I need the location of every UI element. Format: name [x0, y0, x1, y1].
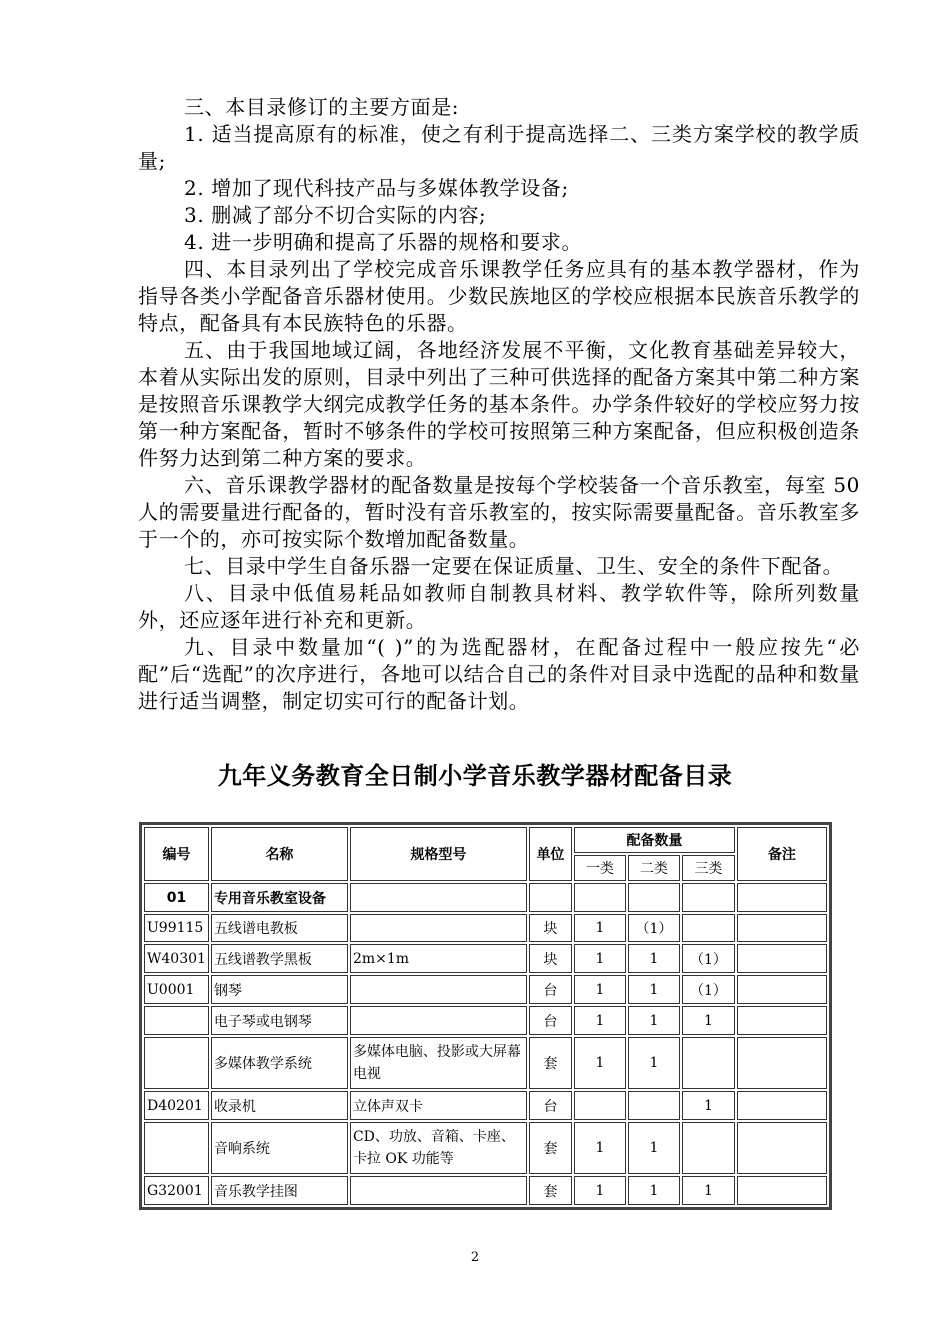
cell-class3: 1	[682, 1091, 735, 1120]
header-quantity: 配备数量	[574, 827, 735, 853]
body-text	[138, 94, 860, 715]
cell-class3: （1）	[682, 944, 735, 973]
cell-unit: 台	[529, 975, 572, 1004]
paragraph: 4. 进一步明确和提高了乐器的规格和要求。	[184, 230, 583, 254]
cell-class2: 1	[628, 975, 680, 1004]
cell-name: 音乐教学挂图	[211, 1176, 348, 1205]
section-row	[144, 883, 827, 912]
cell-class2	[628, 1091, 680, 1120]
paragraph: 八、目录中低值易耗品如教师自制教具材料、教学软件等，除所列数量外，还应逐年进行补充和更新。	[138, 581, 860, 632]
table-cell	[350, 883, 527, 912]
table-row	[144, 944, 827, 973]
paragraph: 九、目录中数量加“( )”的为选配器材，在配备过程中一般应按先“必配”后“选配”的次序进行，各地可以结合自己的条件对目录中选配的品种和数量进行适当调整，制定切实可行的配备计划。	[138, 635, 860, 713]
cell-unit: 套	[529, 1122, 572, 1174]
cell-code: U0001	[144, 975, 209, 1004]
page-number: 2	[470, 1250, 480, 1265]
table-row	[144, 1176, 827, 1205]
cell-name: 音响系统	[211, 1122, 348, 1174]
section-code: 01	[144, 883, 209, 912]
cell-remark	[737, 1037, 827, 1089]
header-class2: 二类	[628, 855, 680, 881]
cell-class3	[682, 1122, 735, 1174]
table-cell	[682, 883, 735, 912]
header-code: 编号	[144, 827, 209, 881]
cell-remark	[737, 975, 827, 1004]
cell-code	[144, 1122, 209, 1174]
cell-spec: 立体声双卡	[350, 1091, 527, 1120]
header-name: 名称	[211, 827, 348, 881]
paragraph: 三、本目录修订的主要方面是:	[184, 95, 460, 119]
cell-code	[144, 1037, 209, 1089]
cell-code: G32001	[144, 1176, 209, 1205]
cell-unit: 块	[529, 944, 572, 973]
cell-unit: 台	[529, 1006, 572, 1035]
cell-remark	[737, 914, 827, 942]
cell-remark	[737, 1006, 827, 1035]
cell-spec: 多媒体电脑、投影或大屏幕电视	[350, 1037, 527, 1089]
header-spec: 规格型号	[350, 827, 527, 881]
table-title: 九年义务教育全日制小学音乐教学器材配备目录	[217, 762, 733, 790]
cell-class3	[682, 1037, 735, 1089]
table-cell	[737, 883, 827, 912]
cell-class2: 1	[628, 1037, 680, 1089]
cell-name: 五线谱教学黑板	[211, 944, 348, 973]
cell-spec: 2m×1m	[350, 944, 527, 973]
cell-class1: 1	[574, 1176, 626, 1205]
cell-class1: 1	[574, 975, 626, 1004]
cell-class2: 1	[628, 1122, 680, 1174]
header-remark: 备注	[737, 827, 827, 881]
paragraph: 1. 适当提高原有的标准，使之有利于提高选择二、三类方案学校的教学质量;	[138, 122, 860, 173]
header-row	[144, 827, 827, 853]
table-row	[144, 1037, 827, 1089]
cell-class1: 1	[574, 944, 626, 973]
cell-unit: 块	[529, 914, 572, 942]
cell-code: W40301	[144, 944, 209, 973]
cell-class3	[682, 914, 735, 942]
cell-name: 电子琴或电钢琴	[211, 1006, 348, 1035]
cell-class1: 1	[574, 1006, 626, 1035]
cell-class1: 1	[574, 1122, 626, 1174]
cell-class1: 1	[574, 1037, 626, 1089]
cell-spec	[350, 975, 527, 1004]
cell-remark	[737, 1176, 827, 1205]
table-cell	[628, 883, 680, 912]
cell-class3: 1	[682, 1176, 735, 1205]
table-row	[144, 975, 827, 1004]
cell-class1: 1	[574, 914, 626, 942]
cell-name: 收录机	[211, 1091, 348, 1120]
catalog-table-wrapper	[139, 822, 832, 1210]
cell-class2: 1	[628, 1006, 680, 1035]
cell-remark	[737, 1091, 827, 1120]
cell-spec	[350, 1006, 527, 1035]
paragraph: 2. 增加了现代科技产品与多媒体教学设备;	[184, 176, 569, 200]
cell-remark	[737, 944, 827, 973]
cell-class2: 1	[628, 944, 680, 973]
header-class3: 三类	[682, 855, 735, 881]
cell-unit: 台	[529, 1091, 572, 1120]
paragraph: 六、音乐课教学器材的配备数量是按每个学校装备一个音乐教室，每室 50 人的需要量进行配备的，暂时没有音乐教室的，按实际需要量配备。音乐教室多于一个的，亦可按实际个数增加配备数量。	[138, 473, 860, 551]
paragraph: 3. 删减了部分不切合实际的内容;	[184, 203, 487, 227]
table-row	[144, 1006, 827, 1035]
cell-unit: 套	[529, 1037, 572, 1089]
cell-name: 多媒体教学系统	[211, 1037, 348, 1089]
paragraph: 七、目录中学生自备乐器一定要在保证质量、卫生、安全的条件下配备。	[184, 554, 844, 578]
cell-remark	[737, 1122, 827, 1174]
cell-code: D40201	[144, 1091, 209, 1120]
cell-code: U99115	[144, 914, 209, 942]
header-class1: 一类	[574, 855, 626, 881]
cell-name: 五线谱电教板	[211, 914, 348, 942]
table-row	[144, 1091, 827, 1120]
cell-name: 钢琴	[211, 975, 348, 1004]
cell-class2: （1）	[628, 914, 680, 942]
table-cell	[574, 883, 626, 912]
table-row	[144, 1122, 827, 1174]
cell-class2: 1	[628, 1176, 680, 1205]
cell-class3: （1）	[682, 975, 735, 1004]
header-unit: 单位	[529, 827, 572, 881]
catalog-table	[139, 822, 832, 1210]
cell-spec	[350, 1176, 527, 1205]
section-name: 专用音乐教室设备	[211, 883, 348, 912]
paragraph: 四、本目录列出了学校完成音乐课教学任务应具有的基本教学器材，作为指导各类小学配备音乐器材使用。少数民族地区的学校应根据本民族音乐教学的特点，配备具有本民族特色的乐器。	[138, 257, 860, 335]
cell-code	[144, 1006, 209, 1035]
table-row	[144, 914, 827, 942]
cell-class3: 1	[682, 1006, 735, 1035]
cell-unit: 套	[529, 1176, 572, 1205]
cell-class1	[574, 1091, 626, 1120]
cell-spec: CD、功放、音箱、卡座、卡拉 OK 功能等	[350, 1122, 527, 1174]
paragraph: 五、由于我国地域辽阔，各地经济发展不平衡，文化教育基础差异较大，本着从实际出发的原则，目录中列出了三种可供选择的配备方案其中第二种方案是按照音乐课教学大纲完成教学任务的基本条件。办学条件较好的学校应努力按第一种方案配备，暂时不够条件的学校可按照第三种方案配备，但应积极创造条件努力达到第二种方案的要求。	[138, 338, 860, 470]
table-cell	[529, 883, 572, 912]
cell-spec	[350, 914, 527, 942]
